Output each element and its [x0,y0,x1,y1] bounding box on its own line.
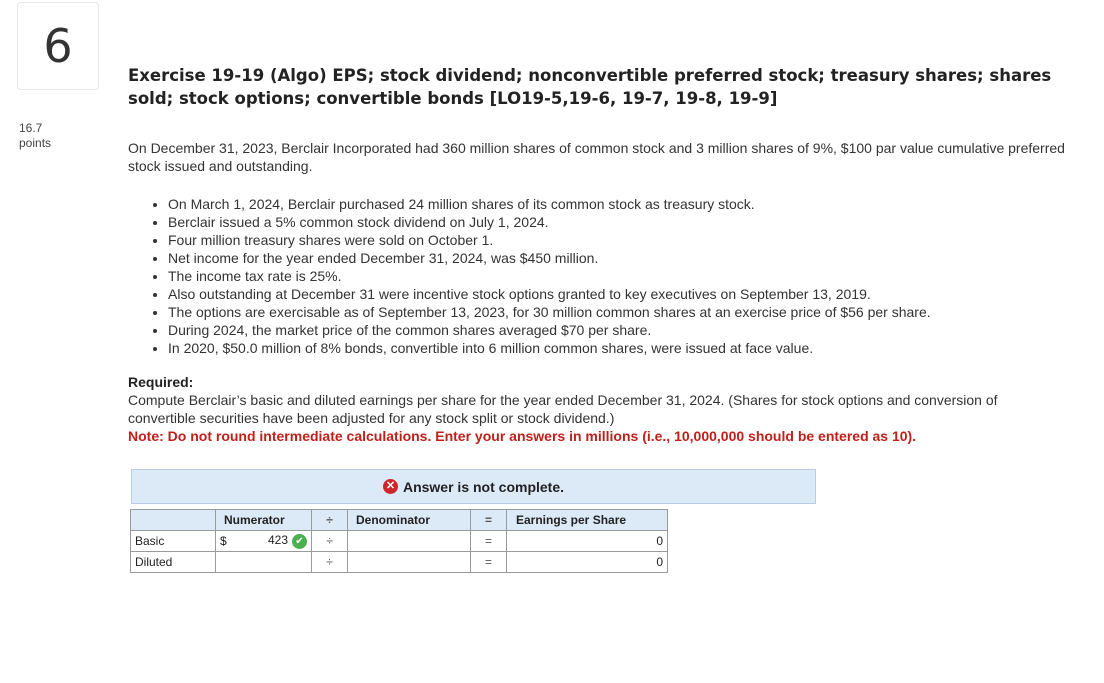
row-label-diluted: Diluted [131,552,216,573]
currency-symbol: $ [220,533,227,548]
answer-status-banner [131,469,816,504]
list-item: • The income tax rate is 25%. [168,267,931,285]
list-item: • Four million treasury shares were sold on October 1. [168,231,931,249]
points-value: 16.7 [19,121,43,135]
facts-list [128,195,931,357]
table-row [131,552,668,573]
list-item: • During 2024, the market price of the common shares averaged $70 per share. [168,321,931,339]
basic-numerator-input[interactable] [216,531,312,552]
header-numerator: Numerator [216,510,312,531]
basic-numerator-value: 423 [267,533,288,548]
x-circle-icon: ✕ [383,479,398,494]
points-indicator [19,121,51,151]
diluted-numerator-input[interactable] [216,552,312,573]
table-row [131,531,668,552]
equals-sign: = [471,552,507,573]
header-blank [131,510,216,531]
check-circle-icon: ✔ [292,534,307,549]
intro-paragraph: On December 31, 2023, Berclair Incorporated had 360 million shares of common stock and 3 million shares of 9%, $100 par value cumulative preferred stock issued and outstanding. [128,140,1065,174]
required-heading: Required: [128,374,194,390]
list-item: • Berclair issued a 5% common stock dividend on July 1, 2024. [168,213,931,231]
required-section [128,373,1068,445]
header-denominator: Denominator [348,510,471,531]
header-eps: Earnings per Share [507,510,668,531]
basic-denominator-input[interactable] [348,531,471,552]
required-text: Compute Berclair’s basic and diluted earnings per share for the year ended December 31, 2024. (Shares for stock options and conversion of convertible securities have been adjusted for any stock split or stock dividend.) [128,392,998,426]
row-label-basic: Basic [131,531,216,552]
list-item: • The options are exercisable as of September 13, 2023, for 30 million common shares at an exercise price of $56 per share. [168,303,931,321]
diluted-denominator-input[interactable] [348,552,471,573]
diluted-eps-value: 0 [507,552,668,573]
table-header-row [131,510,668,531]
divide-sign: ÷ [312,531,348,552]
list-item: • In 2020, $50.0 million of 8% bonds, convertible into 6 million common shares, were issued at face value. [168,339,931,357]
list-item: • Also outstanding at December 31 were incentive stock options granted to key executives on September 13, 2019. [168,285,931,303]
answer-status-text: Answer is not complete. [402,478,565,495]
basic-eps-value: 0 [507,531,668,552]
exercise-title: Exercise 19-19 (Algo) EPS; stock dividend; nonconvertible preferred stock; treasury shares; shares sold; stock options; convertible bonds [LO19-5,19-6, 19-7, 19-8, 19-9] [128,66,1052,108]
required-note: Note: Do not round intermediate calculations. Enter your answers in millions (i.e., 10,000,000 should be entered as 10). [128,428,917,444]
eps-table [130,509,668,573]
points-label: points [19,136,52,150]
header-equals: = [471,510,507,531]
list-item: • Net income for the year ended December 31, 2024, was $450 million. [168,249,931,267]
header-divide: ÷ [312,510,348,531]
list-item: • On March 1, 2024, Berclair purchased 24 million shares of its common stock as treasury stock. [168,195,931,213]
equals-sign: = [471,531,507,552]
question-number: 6 [17,2,99,90]
divide-sign: ÷ [312,552,348,573]
